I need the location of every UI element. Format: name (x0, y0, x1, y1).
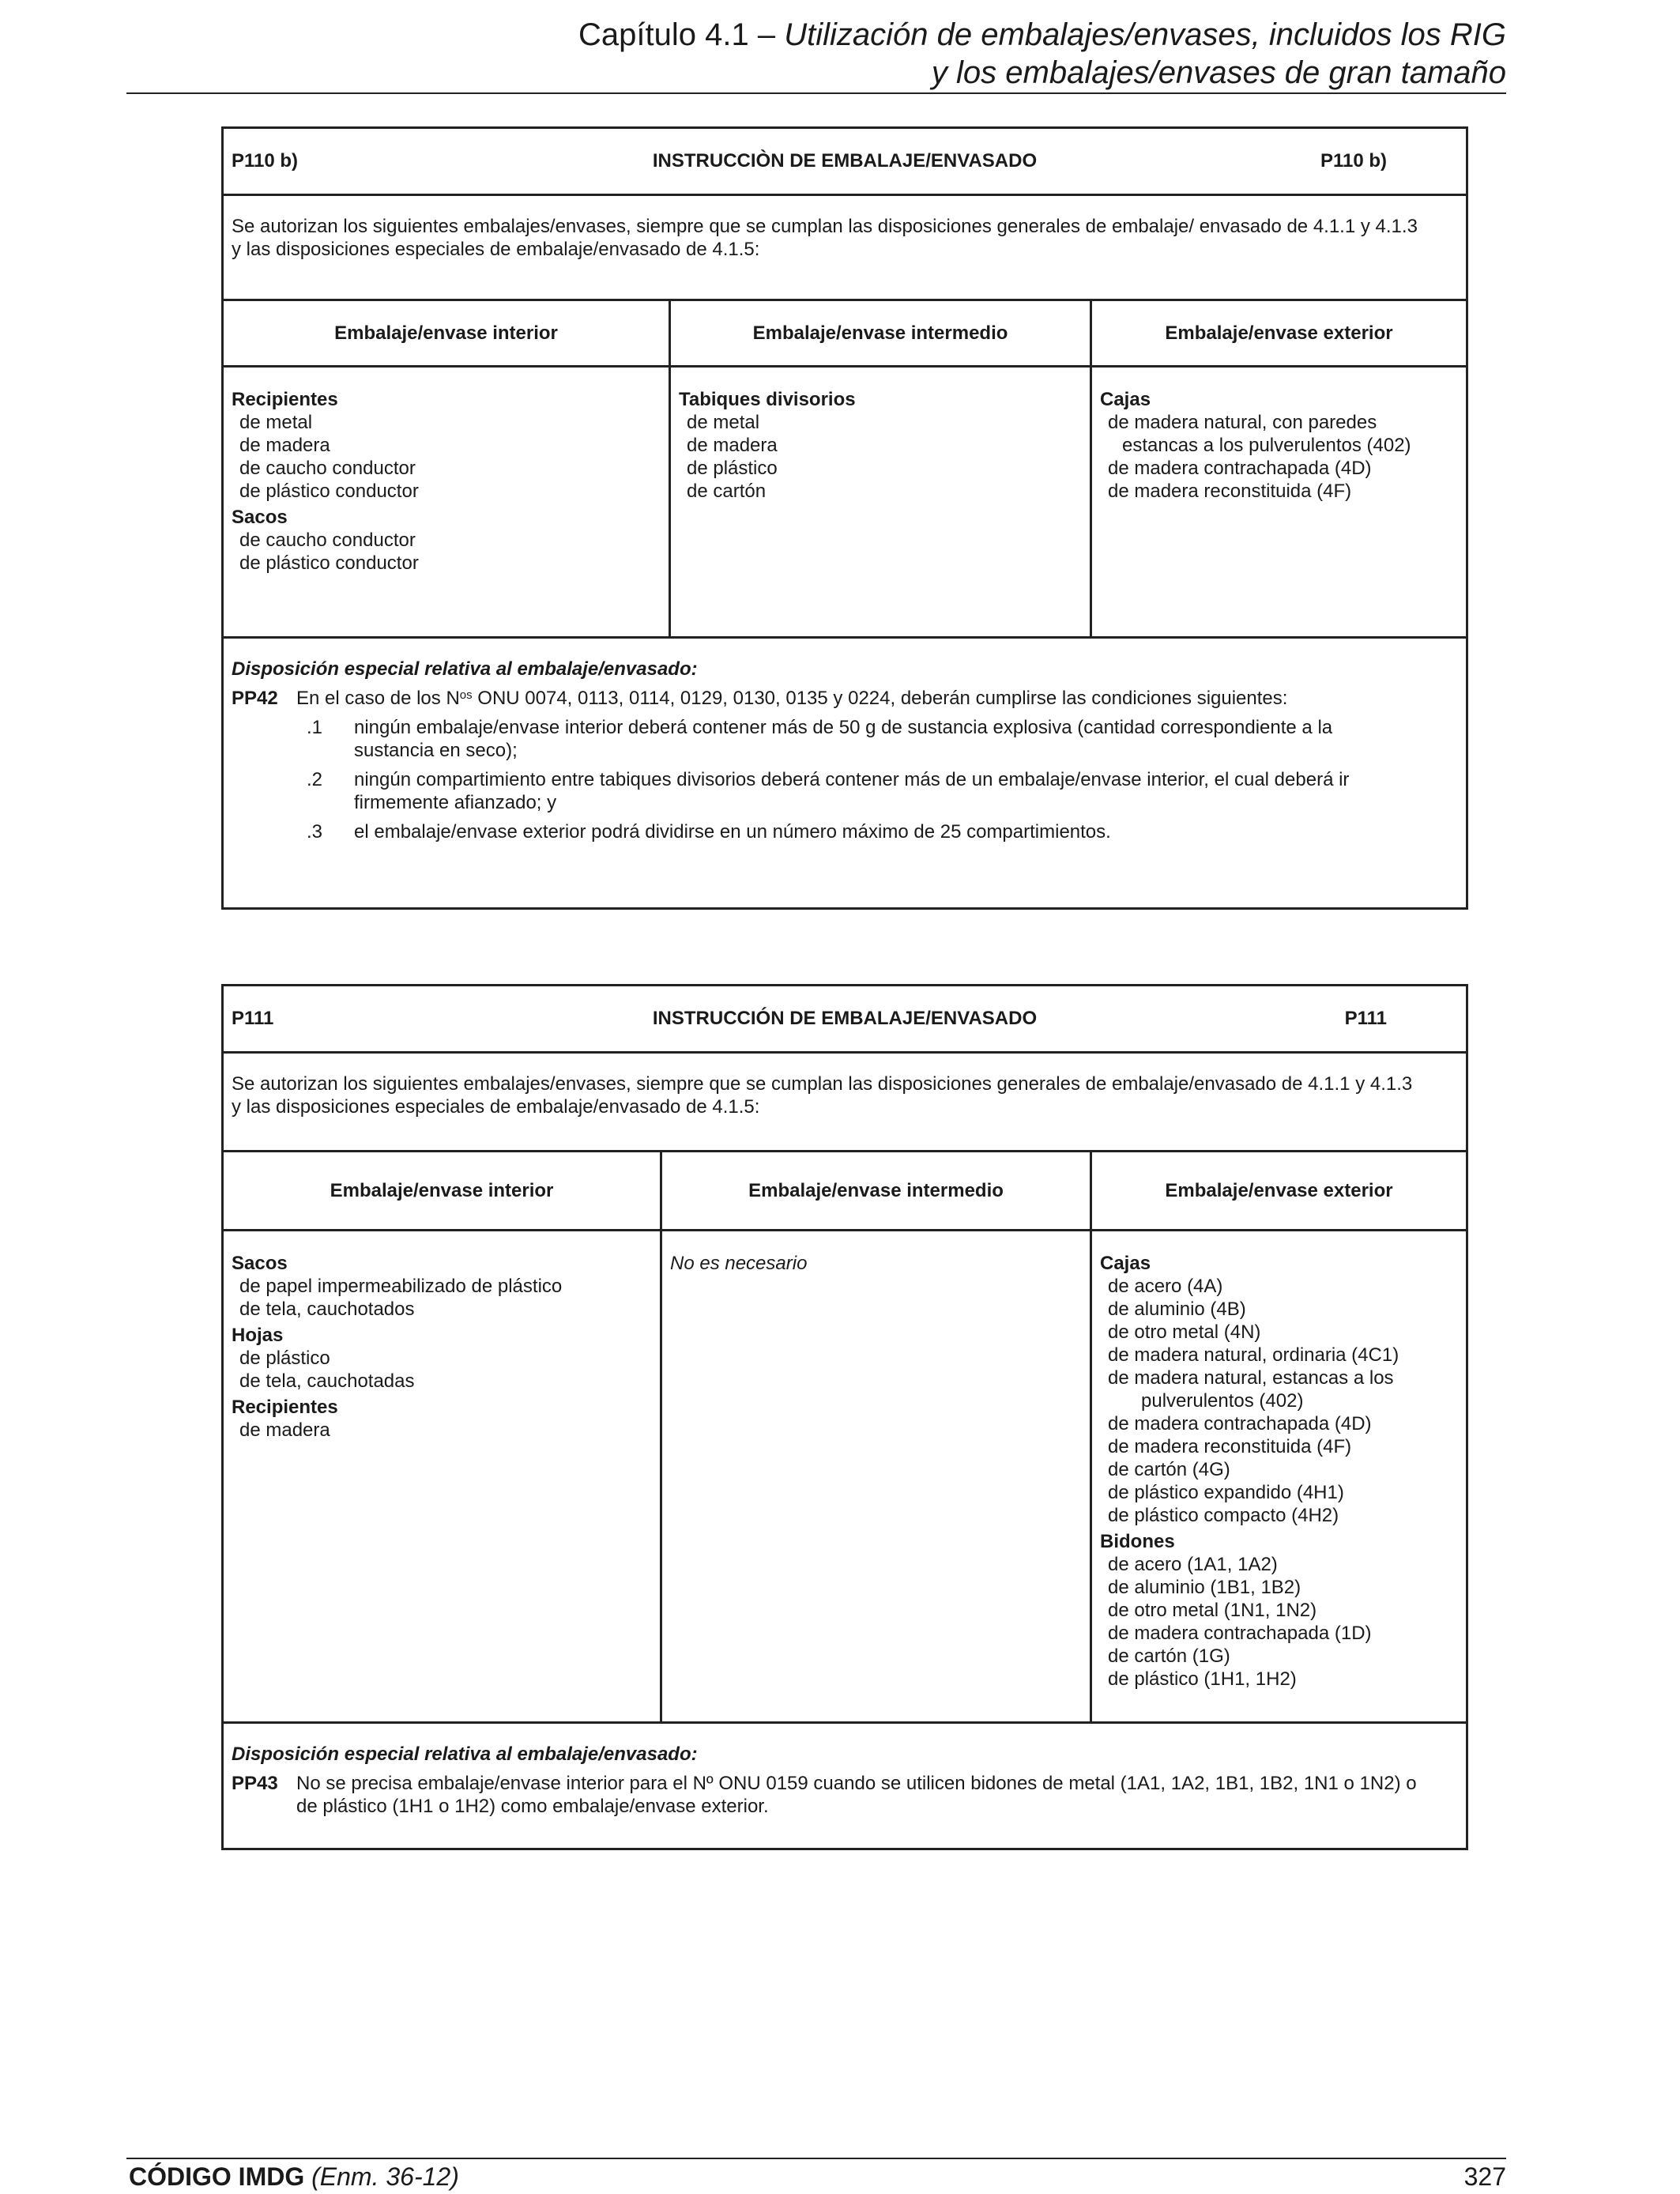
instruction-title: INSTRUCCIÒN DE EMBALAJE/ENVASADO (652, 150, 1038, 172)
instruction-code-right: P110 b) (1320, 150, 1387, 172)
list-item: de madera (239, 1419, 330, 1441)
list-item: de otro metal (4N) (1108, 1321, 1261, 1343)
col-header-inner: Embalaje/envase interior (224, 1152, 662, 1229)
instruction-title: INSTRUCCIÓN DE EMBALAJE/ENVASADO (652, 1008, 1038, 1029)
group-heading: Tabiques divisorios (679, 389, 856, 410)
list-item: de metal (239, 412, 313, 433)
list-item-continuation: pulverulentos (402) (1141, 1390, 1304, 1412)
footer-rule (126, 2158, 1506, 2159)
provision-text-b: ONU 0074, 0113, 0114, 0129, 0130, 0135 y 0224, deberán cumplirse las condiciones siguientes: (472, 688, 1288, 709)
sub-condition-text: ningún compartimiento entre tabiques divisorios deberá contener más de un embalaje/envase interior, el cual deberá ir firmemente afianzado; y (354, 769, 1350, 813)
chapter-title-line1: Utilización de embalajes/envases, incluidos los RIG (784, 17, 1506, 52)
publication-name: CÓDIGO IMDG (129, 2162, 305, 2191)
page-footer (129, 2162, 1506, 2191)
instruction-code-left: P111 (232, 1008, 274, 1029)
packaging-columns (224, 1231, 1466, 1724)
list-item-continuation: estancas a los pulverulentos (402) (1122, 435, 1411, 456)
list-item: de madera natural, ordinaria (4C1) (1108, 1344, 1399, 1366)
list-item: de tela, cauchotados (239, 1299, 415, 1320)
col-header-inner: Embalaje/envase interior (224, 301, 671, 365)
inner-packaging-list (224, 368, 671, 636)
list-item: de otro metal (1N1, 1N2) (1108, 1600, 1317, 1621)
box-title-row (224, 129, 1466, 196)
sub-condition-text: ningún embalaje/envase interior deberá contener más de 50 g de sustancia explosiva (cantidad correspondiente a la sustancia en seco); (354, 717, 1333, 761)
list-item: de plástico (1H1, 1H2) (1108, 1668, 1297, 1690)
list-item: de madera contrachapada (4D) (1108, 458, 1372, 479)
group-heading: Recipientes (232, 389, 338, 410)
header-rule (126, 92, 1506, 94)
special-provision-pp42 (232, 687, 1458, 710)
list-item: de cartón (1G) (1108, 1646, 1230, 1667)
inner-packaging-list (224, 1231, 662, 1721)
sub-condition-number: .3 (306, 821, 322, 843)
edition-label: (Enm. 36-12) (311, 2162, 459, 2191)
list-item: de plástico conductor (239, 481, 419, 502)
sub-condition-number: .2 (306, 769, 322, 790)
group-heading: Cajas (1100, 389, 1151, 410)
chapter-title-line2: y los embalajes/envases de gran tamaño (931, 55, 1506, 90)
outer-packaging-list (1092, 1231, 1466, 1721)
special-provision-title: Disposición especial relativa al embalaje/envasado: (232, 658, 698, 680)
intermediate-packaging-list (662, 1231, 1092, 1721)
list-item: de aluminio (1B1, 1B2) (1108, 1577, 1301, 1598)
outer-packaging-list (1092, 368, 1466, 636)
instruction-box-p110b (221, 126, 1468, 910)
provision-text-a: En el caso de los N (296, 688, 460, 709)
list-item: de metal (687, 412, 760, 433)
sub-condition-text: el embalaje/envase exterior podrá dividirse en un número máximo de 25 compartimientos. (354, 821, 1111, 843)
sub-condition (232, 716, 1458, 762)
sub-condition (232, 820, 1458, 843)
list-item: de plástico conductor (239, 552, 419, 574)
box-title-row (224, 986, 1466, 1054)
list-item: de plástico expandido (4H1) (1108, 1482, 1344, 1503)
not-required-note: No es necesario (670, 1253, 808, 1274)
instruction-code-right: P111 (1344, 1008, 1387, 1029)
intermediate-packaging-list (671, 368, 1092, 636)
list-item: de papel impermeabilizado de plástico (239, 1276, 563, 1297)
page-number: 327 (1463, 2162, 1506, 2191)
special-provision-title: Disposición especial relativa al embalaje/envasado: (232, 1744, 698, 1765)
column-headers (224, 1152, 1466, 1231)
sub-condition-number: .1 (306, 717, 322, 738)
group-heading: Hojas (232, 1325, 284, 1346)
provision-text: No se precisa embalaje/envase interior para el Nº ONU 0159 cuando se utilicen bidones de metal (1A1, 1A2, 1B1, 1B2, 1N1 o 1N2) o de plástico (1H1 o 1H2) como embalaje/envase exterior. (296, 1773, 1417, 1817)
group-heading: Recipientes (232, 1397, 338, 1418)
col-header-outer: Embalaje/envase exterior (1165, 1180, 1393, 1201)
list-item: de caucho conductor (239, 530, 416, 551)
list-item: de plástico (239, 1348, 330, 1369)
list-item: de cartón (687, 481, 767, 502)
sub-condition (232, 768, 1458, 814)
list-item: de acero (1A1, 1A2) (1108, 1554, 1278, 1575)
list-item: de plástico compacto (4H2) (1108, 1505, 1339, 1526)
intro-paragraph: Se autorizan los siguientes embalajes/envases, siempre que se cumplan las disposiciones generales de embalaje/envasado de 4.1.1 y 4.1.3 y las disposiciones especiales de embalaje/envasado de 4.1.5: (224, 1054, 1466, 1152)
packaging-columns (224, 368, 1466, 639)
group-heading: Sacos (232, 507, 288, 528)
list-item: de madera (239, 435, 330, 456)
list-item: de madera natural, estancas a los (1108, 1367, 1394, 1389)
list-item: de cartón (4G) (1108, 1459, 1230, 1480)
group-heading: Sacos (232, 1253, 288, 1274)
provision-code: PP42 (232, 688, 278, 709)
chapter-header (126, 16, 1506, 92)
instruction-box-p111 (221, 984, 1468, 1850)
list-item: de plástico (687, 458, 778, 479)
list-item: de madera natural, con paredes (1108, 412, 1377, 433)
provision-text (296, 687, 1458, 710)
intro-paragraph: Se autorizan los siguientes embalajes/envases, siempre que se cumplan las disposiciones generales de embalaje/ envasado de 4.1.1 y 4.1.3 y las disposiciones especiales de embalaje/envasado de 4.1.5: (224, 196, 1466, 301)
list-item: de madera contrachapada (4D) (1108, 1413, 1372, 1434)
list-item: de acero (4A) (1108, 1276, 1223, 1297)
column-headers (224, 301, 1466, 368)
special-provision-section (224, 639, 1466, 907)
list-item: de aluminio (4B) (1108, 1299, 1246, 1320)
special-provision-pp43 (232, 1772, 1426, 1818)
col-header-outer: Embalaje/envase exterior (1165, 322, 1393, 344)
provision-code: PP43 (232, 1773, 278, 1794)
col-header-intermediate: Embalaje/envase intermedio (662, 1152, 1092, 1229)
list-item: de madera contrachapada (1D) (1108, 1623, 1372, 1644)
list-item: de madera reconstituida (4F) (1108, 481, 1352, 502)
chapter-header-line1 (126, 16, 1506, 54)
list-item: de tela, cauchotadas (239, 1370, 415, 1392)
list-item: de madera (687, 435, 778, 456)
list-item: de caucho conductor (239, 458, 416, 479)
col-header-intermediate: Embalaje/envase intermedio (671, 301, 1092, 365)
group-heading: Bidones (1100, 1531, 1175, 1552)
chapter-number: Capítulo 4.1 – (578, 17, 785, 52)
list-item: de madera reconstituida (4F) (1108, 1436, 1352, 1457)
special-provision-section (224, 1724, 1466, 1848)
instruction-code-left: P110 b) (232, 150, 299, 172)
group-heading: Cajas (1100, 1253, 1151, 1274)
provision-text-sup: os (459, 688, 473, 702)
